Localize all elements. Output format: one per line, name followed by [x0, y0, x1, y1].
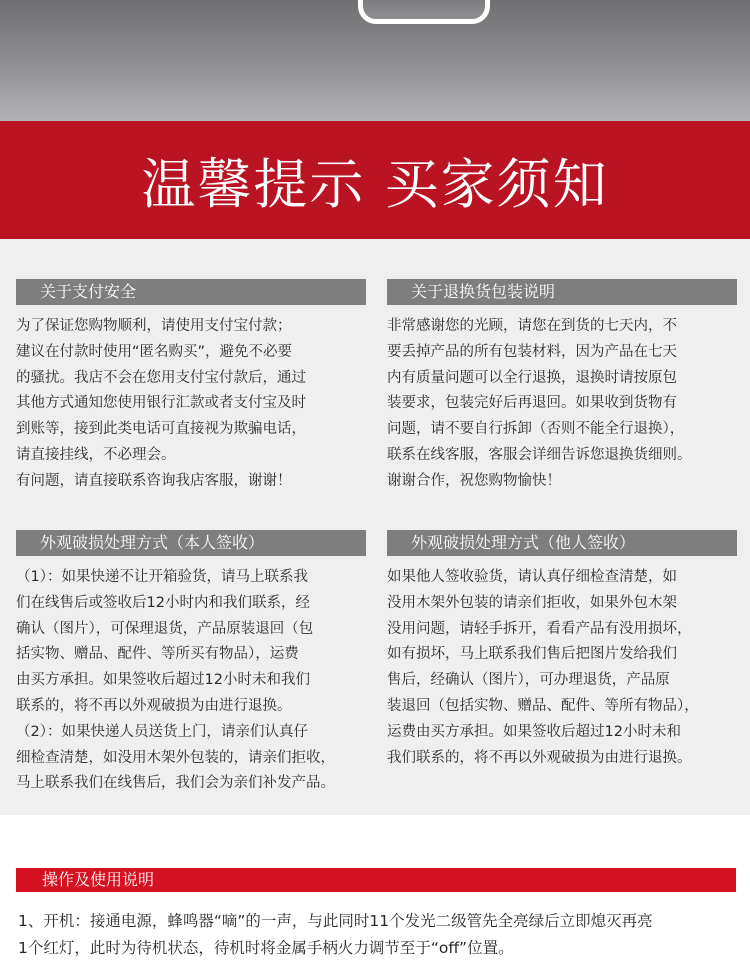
- damage-other-heading: 外观破损处理方式（他人签收）: [387, 530, 737, 556]
- buyer-notes-panel: [0, 239, 750, 815]
- operation-text: 1、开机：接通电源，蜂鸣器“嘀”的一声，与此同时11个发光二级管先全亮绿后立即熄灭再亮 1个红灯，此时为待机状态，待机时将金属手柄火力调节至于“off”位置。: [18, 912, 653, 957]
- damage-self-text: （1）：如果快递不让开箱验货，请马上联系我 们在线售后或签收后12小时内和我们联系，经 确认（图片），可保理退货，产品原装退回（包 括实物、赠品、配件、等所买有物品），运费 由买方承担。如果签收后超过12小时未和我们 联系的，将不再以外观破损为由进行退换。 （2）：如果快递人员送货上门，请亲们认真仔 细检查清楚，如没用木架外包装的，请亲们拒收， 马上联系我们在线售后，我们会为亲们补发产品。: [16, 569, 335, 792]
- return-packaging-section: [387, 279, 737, 495]
- damage-self-heading: 外观破损处理方式（本人签收）: [16, 530, 366, 556]
- product-photo-strip: [0, 0, 750, 121]
- banner-title: 温馨提示 买家须知: [141, 152, 609, 216]
- payment-safety-section: [16, 279, 366, 495]
- damage-other-text: 如果他人签收验货，请认真仔细检查清楚，如 没用木架外包装的请亲们拒收，如果外包木架 没用问题，请轻手拆开，看看产品有没用损坏， 如有损坏，马上联系我们售后把图片发给我们 售后，经确认（图片），可办理退货，产品原 装退回（包括实物、赠品、配件、等所有物品）， 运费由买方承担。如果签收后超过12小时未和 我们联系的，将不再以外观破损为由进行退换。: [387, 569, 699, 766]
- return-packaging-heading: 关于退换货包装说明: [387, 279, 737, 305]
- damage-self-section: [16, 530, 366, 797]
- product-device-image: [358, 0, 490, 24]
- payment-safety-text: 为了保证您购物顺利，请使用支付宝付款； 建议在付款时使用“匿名购买”，避免不必要 的骚扰。我店不会在您用支付宝付款后，通过 其他方式通知您使用银行汇款或者支付宝及时 到账等，接到此类电话可直接视为欺骗电话， 请直接挂线，不必理会。 有问题，请直接联系咨询我店客服，谢谢！: [16, 318, 306, 489]
- payment-safety-heading: 关于支付安全: [16, 279, 366, 305]
- operation-heading: 操作及使用说明: [16, 868, 736, 892]
- return-packaging-text: 非常感谢您的光顾，请您在到货的七天内，不 要丢掉产品的所有包装材料，因为产品在七天 内有质量问题可以全行退换，退换时请按原包 装要求，包装完好后再退回。如果收到货物有 问题，请不要自行拆卸（否则不能全行退换）， 联系在线客服，客服会详细告诉您退换货细则。 谢谢合作，祝您购物愉快！: [387, 318, 692, 489]
- notice-banner: [0, 121, 750, 239]
- operation-section: [0, 815, 750, 960]
- damage-other-section: [387, 530, 737, 771]
